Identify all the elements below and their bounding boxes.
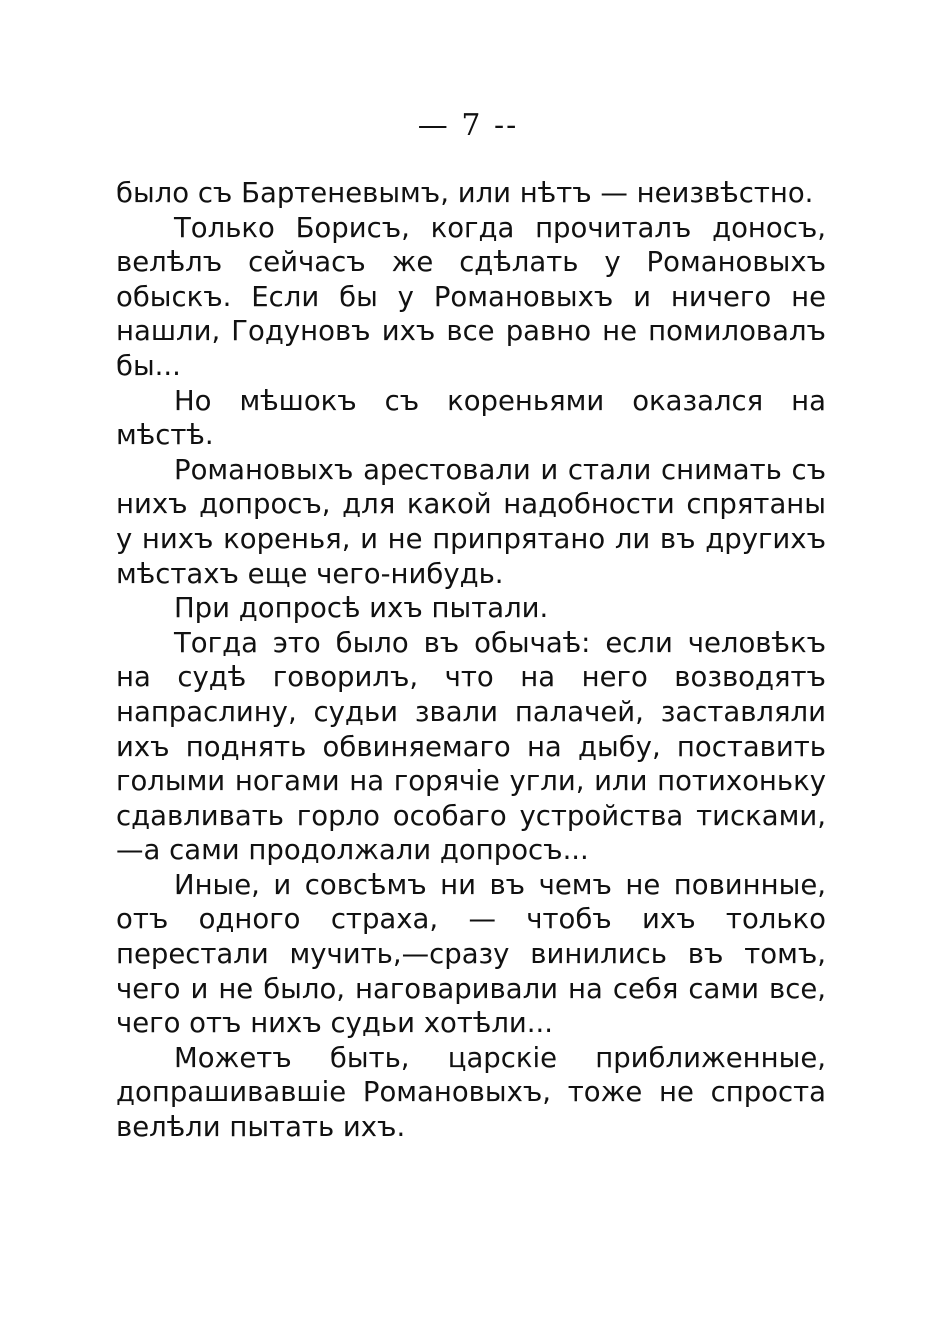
- paragraph-5: При допросѣ ихъ пытали.: [174, 592, 549, 625]
- paragraph-2: Только Борисъ, когда прочиталъ доносъ, велѣлъ сейчасъ же сдѣлать у Романовыхъ обыскъ. Если бы у Романовыхъ и ничего не нашли, Годуновъ ихъ все равно не помиловалъ бы...: [116, 211, 826, 382]
- body-text: [116, 176, 826, 1145]
- paragraph-6: Тогда это было въ обычаѣ: если человѣкъ на судѣ говорилъ, что на него возводятъ напраслину, судьи звали палачей, заставляли ихъ поднять обвиняемаго на дыбу, поставить голыми ногами на горячіе угли, или потихоньку сдавливать горло особаго устройства тисками,—а сами продолжали допросъ...: [116, 626, 826, 867]
- page-number: — 7 --: [417, 108, 519, 143]
- paragraph-8: Можетъ быть, царскіе приближенные, допрашивавшіе Романовыхъ, тоже не спроста велѣли пытать ихъ.: [116, 1041, 826, 1144]
- paragraph-4: Романовыхъ арестовали и стали снимать съ нихъ допросъ, для какой надобности спрятаны у нихъ коренья, и не припрятано ли въ другихъ мѣстахъ еще чего-нибудь.: [116, 453, 826, 590]
- paragraph-3: Но мѣшокъ съ кореньями оказался на мѣстѣ.: [116, 384, 826, 452]
- paragraph-1: было съ Бартеневымъ, или нѣтъ — неизвѣстно.: [116, 177, 814, 209]
- paragraph-7: Иные, и совсѣмъ ни въ чемъ не повинные, отъ одного страха, — чтобъ ихъ только перестали мучить,—сразу винились въ томъ, чего и не было, наговаривали на себя сами все, чего отъ нихъ судьи хотѣли...: [116, 868, 826, 1040]
